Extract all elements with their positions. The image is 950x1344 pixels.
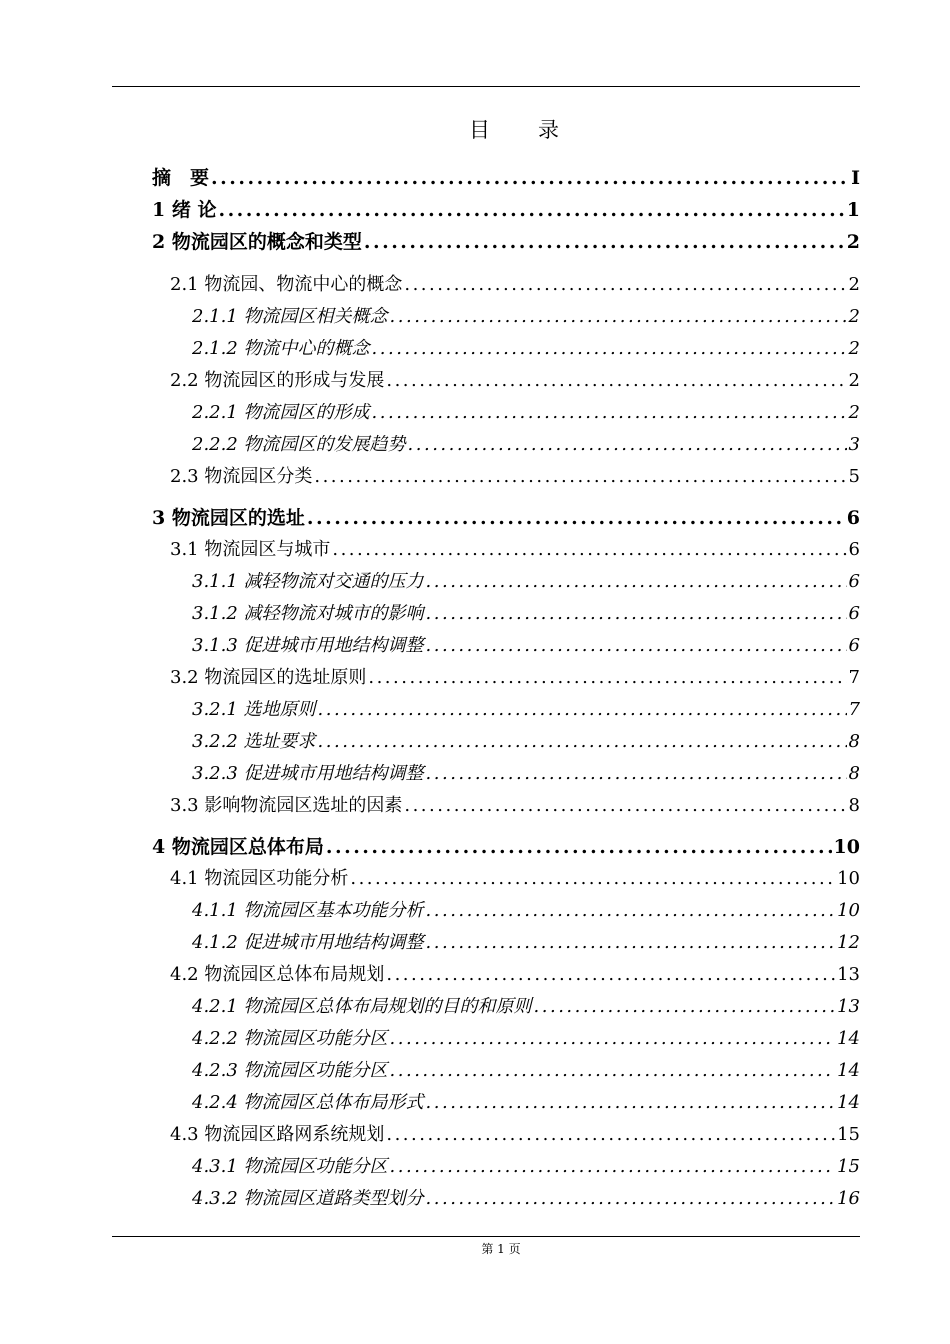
toc-entry-level2[interactable] — [170, 366, 860, 396]
toc-entry-label: 3.1 物流园区与城市 — [170, 539, 331, 560]
toc-entry-label: 4.3 物流园区路网系统规划 — [170, 1124, 385, 1145]
toc-entry-page-number: 2 — [848, 306, 860, 327]
dot-leader — [390, 306, 847, 327]
toc-entry-page-number: 15 — [837, 1124, 860, 1145]
toc-entry-level3[interactable] — [192, 992, 860, 1022]
toc-entry-label: 3.2.2 选址要求 — [192, 731, 316, 752]
dot-leader — [426, 763, 847, 784]
toc-entry-level2[interactable] — [170, 1120, 860, 1150]
toc-entry-label: 4.1.1 物流园区基本功能分析 — [192, 900, 424, 921]
toc-entry-level1[interactable] — [152, 163, 860, 193]
dot-leader — [318, 699, 847, 720]
dot-leader — [386, 964, 835, 985]
dot-leader — [426, 1092, 836, 1113]
toc-entry-page-number: 10 — [833, 836, 860, 858]
toc-entry-label: 2.3 物流园区分类 — [170, 466, 313, 487]
toc-entry-level1[interactable] — [152, 195, 860, 225]
dot-leader — [426, 571, 847, 592]
dot-leader — [218, 199, 844, 221]
toc-entry-level3[interactable] — [192, 695, 860, 725]
toc-entry-page-number: 15 — [837, 1156, 860, 1177]
dot-leader — [350, 868, 835, 889]
toc-entry-level1[interactable] — [152, 503, 860, 533]
dot-leader — [386, 370, 846, 391]
toc-entry-level3[interactable] — [192, 599, 860, 629]
toc-entry-label: 4.3.2 物流园区道路类型划分 — [192, 1188, 424, 1209]
toc-entry-level3[interactable] — [192, 727, 860, 757]
toc-entry-page-number: 7 — [848, 667, 860, 688]
dot-leader — [314, 466, 846, 487]
toc-entry-page-number: 13 — [837, 996, 860, 1017]
toc-entry-page-number: 14 — [837, 1060, 860, 1081]
toc-entry-page-number: 7 — [848, 699, 860, 720]
dot-leader — [390, 1028, 836, 1049]
toc-entry-level3[interactable] — [192, 567, 860, 597]
toc-entry-label: 3.1.1 减轻物流对交通的压力 — [192, 571, 424, 592]
header-rule — [112, 86, 860, 87]
dot-leader — [211, 167, 849, 189]
toc-entry-label: 2.2.1 物流园区的形成 — [192, 402, 370, 423]
dot-leader — [372, 338, 847, 359]
dot-leader — [534, 996, 836, 1017]
toc-entry-page-number: 5 — [848, 466, 860, 487]
toc-entry-page-number: 2 — [846, 231, 860, 253]
toc-entry-page-number: 6 — [848, 635, 860, 656]
toc-entry-page-number: 14 — [837, 1028, 860, 1049]
toc-entry-label: 4.3.1 物流园区功能分区 — [192, 1156, 388, 1177]
toc-entry-level1[interactable] — [152, 227, 860, 257]
footer-rule — [112, 1236, 860, 1237]
toc-entry-label: 4.1 物流园区功能分析 — [170, 868, 349, 889]
toc-entry-label: 2.1.2 物流中心的概念 — [192, 338, 370, 359]
dot-leader — [372, 402, 847, 423]
toc-entry-label: 4.2.2 物流园区功能分区 — [192, 1028, 388, 1049]
toc-entry-label: 2.2.2 物流园区的发展趋势 — [192, 434, 406, 455]
toc-entry-page-number: 12 — [837, 932, 860, 953]
toc-entry-label: 2.1.1 物流园区相关概念 — [192, 306, 388, 327]
toc-entry-page-number: 16 — [837, 1188, 860, 1209]
toc-entry-level2[interactable] — [170, 535, 860, 565]
toc-entry-level3[interactable] — [192, 302, 860, 332]
dot-leader — [390, 1060, 836, 1081]
dot-leader — [368, 667, 846, 688]
toc-entry-label: 2 物流园区的概念和类型 — [152, 231, 362, 253]
toc-entry-page-number: 13 — [837, 964, 860, 985]
toc-entry-level2[interactable] — [170, 462, 860, 492]
toc-entry-page-number: 6 — [848, 571, 860, 592]
toc-entry-label: 4.2.1 物流园区总体布局规划的目的和原则 — [192, 996, 532, 1017]
toc-entry-label: 3.1.2 减轻物流对城市的影响 — [192, 603, 424, 624]
toc-entry-page-number: 6 — [848, 603, 860, 624]
toc-entry-page-number: 1 — [846, 199, 860, 221]
toc-entry-label: 1 绪 论 — [152, 199, 217, 221]
toc-entry-label: 4.2 物流园区总体布局规划 — [170, 964, 385, 985]
toc-entry-level2[interactable] — [170, 663, 860, 693]
toc-entry-level3[interactable] — [192, 759, 860, 789]
toc-entry-page-number: 2 — [848, 274, 860, 295]
toc-entry-label: 4.1.2 促进城市用地结构调整 — [192, 932, 424, 953]
toc-entry-level2[interactable] — [170, 791, 860, 821]
toc-entry-label: 4.2.4 物流园区总体布局形式 — [192, 1092, 424, 1113]
toc-entry-page-number: 10 — [837, 868, 860, 889]
toc-entry-page-number: 6 — [848, 539, 860, 560]
toc-entry-level3[interactable] — [192, 1088, 860, 1118]
toc-entry-label: 3.2.1 选地原则 — [192, 699, 316, 720]
dot-leader — [404, 274, 846, 295]
toc-entry-level2[interactable] — [170, 960, 860, 990]
toc-entry-label: 2.1 物流园、物流中心的概念 — [170, 274, 403, 295]
dot-leader — [307, 507, 845, 529]
toc-entry-page-number: 8 — [848, 795, 860, 816]
toc-entry-level1[interactable] — [152, 832, 860, 862]
page-number-footer: 第 1 页 — [481, 1242, 521, 1256]
toc-entry-level3[interactable] — [192, 631, 860, 661]
toc-entry-page-number: 3 — [848, 434, 860, 455]
toc-entry-level3[interactable] — [192, 430, 860, 460]
toc-entry-page-number: 8 — [848, 763, 860, 784]
dot-leader — [364, 231, 845, 253]
dot-leader — [390, 1156, 836, 1177]
toc-entry-level3[interactable] — [192, 896, 860, 926]
toc-entry-level3[interactable] — [192, 1056, 860, 1086]
toc-entry-level2[interactable] — [170, 864, 860, 894]
dot-leader — [426, 1188, 836, 1209]
toc-entry-label: 4 物流园区总体布局 — [152, 836, 324, 858]
dot-leader — [408, 434, 847, 455]
toc-entry-page-number: 2 — [848, 370, 860, 391]
dot-leader — [332, 539, 846, 560]
toc-entry-label: 3 物流园区的选址 — [152, 507, 305, 529]
toc-entry-level2[interactable] — [170, 270, 860, 300]
dot-leader — [326, 836, 832, 858]
toc-entry-label: 3.3 影响物流园区选址的因素 — [170, 795, 403, 816]
toc-entry-page-number: 2 — [848, 338, 860, 359]
dot-leader — [426, 603, 847, 624]
dot-leader — [426, 635, 847, 656]
toc-entry-label: 2.2 物流园区的形成与发展 — [170, 370, 385, 391]
toc-entry-label: 3.2 物流园区的选址原则 — [170, 667, 367, 688]
dot-leader — [404, 795, 846, 816]
toc-entry-page-number: 2 — [848, 402, 860, 423]
toc-entry-label: 3.2.3 促进城市用地结构调整 — [192, 763, 424, 784]
toc-entry-level3[interactable] — [192, 1024, 860, 1054]
toc-entry-level3[interactable] — [192, 334, 860, 364]
toc-entry-level3[interactable] — [192, 1184, 860, 1214]
toc-entry-level3[interactable] — [192, 928, 860, 958]
dot-leader — [426, 900, 836, 921]
toc-entry-page-number: 10 — [837, 900, 860, 921]
toc-entry-level3[interactable] — [192, 398, 860, 428]
dot-leader — [386, 1124, 835, 1145]
toc-entry-label: 4.2.3 物流园区功能分区 — [192, 1060, 388, 1081]
page-title: 目 录 — [469, 118, 561, 142]
dot-leader — [426, 932, 836, 953]
toc-entry-level3[interactable] — [192, 1152, 860, 1182]
toc-entry-page-number: 14 — [837, 1092, 860, 1113]
toc-entry-label: 3.1.3 促进城市用地结构调整 — [192, 635, 424, 656]
toc-entry-page-number: 8 — [848, 731, 860, 752]
toc-entry-page-number: 6 — [846, 507, 860, 529]
dot-leader — [318, 731, 847, 752]
toc-entry-page-number: I — [851, 167, 860, 189]
toc-entry-label: 摘 要 — [152, 167, 210, 189]
